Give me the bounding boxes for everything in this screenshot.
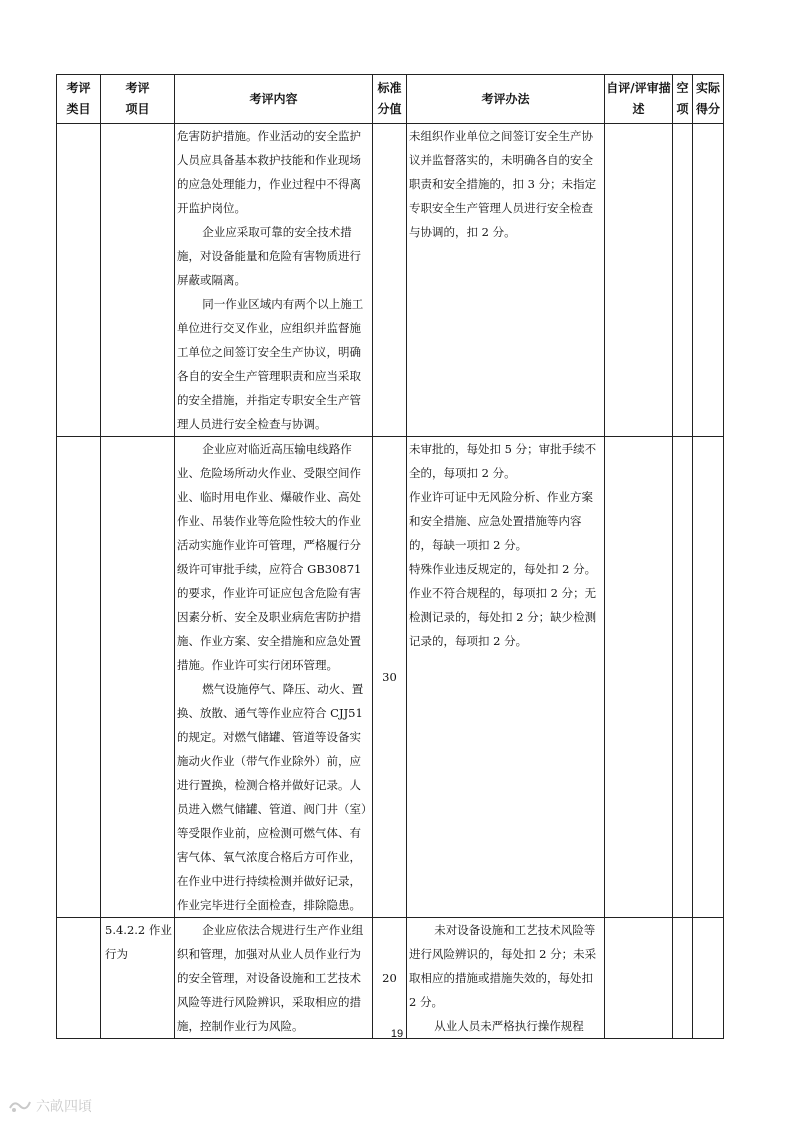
self-review-cell: [605, 124, 673, 437]
item-cell: [101, 124, 175, 437]
assessment-table-container: [56, 74, 723, 1039]
content-paragraph: 燃气设施停气、降压、动火、置换、放散、通气等作业应符合 CJJ51 的规定。对燃气储罐、管道等设备实施动火作业（带气作业除外）前，应进行置换，检测合格并做好记录。人员进入燃气储罐、管道、阀门井（室）等受限作业前，应检测可燃气体、有害气体、氧气浓度合格后方可作业，在作业中进行持续检测并做好记录，作业完毕进行全面检查，排除隐患。: [177, 682, 367, 912]
table-row: [57, 918, 724, 1039]
table-row: [57, 437, 724, 918]
content-cell: [175, 124, 373, 437]
category-cell: [57, 124, 101, 437]
watermark-text: 六畝四頃: [36, 1099, 92, 1115]
score-cell: 20: [373, 918, 407, 1039]
method-cell: [407, 918, 605, 1039]
actual-score-cell: [693, 124, 724, 437]
content-paragraph: 危害防护措施。作业活动的安全监护人员应具备基本救护技能和作业现场的应急处理能力，作业过程中不得离开监护岗位。: [177, 129, 361, 215]
self-review-cell: [605, 437, 673, 918]
header-self-review: 自评/评审描 述: [605, 75, 673, 124]
method-paragraph: 作业许可证中无风险分析、作业方案和安全措施、应急处置措施等内容的，每缺一项扣 2 分。: [409, 490, 593, 552]
watermark: [8, 1096, 92, 1116]
watermark-logo-icon: [8, 1098, 32, 1114]
header-actual-score: 实际 得分: [693, 75, 724, 124]
header-content: 考评内容: [175, 75, 373, 124]
content-paragraph: 企业应采取可靠的安全技术措施，对设备能量和危险有害物质进行屏蔽或隔离。: [177, 225, 361, 287]
item-cell: 5.4.2.2 作业行为: [101, 918, 175, 1039]
content-paragraph: 企业应对临近高压输电线路作业、危险场所动火作业、受限空间作业、临时用电作业、爆破作业、高处作业、吊装作业等危险性较大的作业活动实施作业许可管理，严格履行分级许可审批手续，应符合 GB30871 的要求，作业许可证应包含危险有害因素分析、安全及职业病危害防护措施、作业方案、安全措施和应急处置措施。作业许可实行闭环管理。: [177, 442, 362, 672]
method-cell: [407, 437, 605, 918]
method-paragraph: 未审批的，每处扣 5 分；审批手续不全的，每项扣 2 分。: [409, 442, 597, 480]
header-standard-score: 标准 分值: [373, 75, 407, 124]
header-item: 考评 项目: [101, 75, 175, 124]
assessment-table: [56, 74, 724, 1039]
method-paragraph: 未对设备设施和工艺技术风险等进行风险辨识的，每处扣 2 分；未采取相应的措施或措施失效的，每处扣 2 分。: [409, 923, 597, 1009]
actual-score-cell: [693, 918, 724, 1039]
method-cell: [407, 124, 605, 437]
content-paragraph: 企业应依法合规进行生产作业组织和管理，加强对从业人员作业行为的安全管理，对设备设施和工艺技术风险等进行风险辨识，采取相应的措施，控制作业行为风险。: [177, 923, 364, 1033]
item-cell: [101, 437, 175, 918]
score-cell: [373, 124, 407, 437]
table-header-row: [57, 75, 724, 124]
category-cell: [57, 437, 101, 918]
method-paragraph: 特殊作业违反规定的，每处扣 2 分。: [409, 562, 597, 576]
score-cell: 30: [373, 437, 407, 918]
table-row: [57, 124, 724, 437]
content-cell: [175, 918, 373, 1039]
header-not-applicable: 空 项: [673, 75, 693, 124]
not-applicable-cell: [673, 124, 693, 437]
actual-score-cell: [693, 437, 724, 918]
header-category: 考评 类目: [57, 75, 101, 124]
content-paragraph: 同一作业区域内有两个以上施工单位进行交叉作业，应组织并监督施工单位之间签订安全生产协议，明确各自的安全生产管理职责和应当采取的安全措施，并指定专职安全生产管理人员进行安全检查与协调。: [177, 297, 364, 431]
not-applicable-cell: [673, 437, 693, 918]
method-paragraph: 未组织作业单位之间签订安全生产协议并监督落实的，未明确各自的安全职责和安全措施的，扣 3 分；未指定专职安全生产管理人员进行安全检查与协调的，扣 2 分。: [409, 129, 597, 239]
page-number: 19: [390, 1028, 404, 1040]
not-applicable-cell: [673, 918, 693, 1039]
category-cell: [57, 918, 101, 1039]
method-paragraph: 作业不符合规程的，每项扣 2 分；无检测记录的，每处扣 2 分；缺少检测记录的，每项扣 2 分。: [409, 586, 597, 648]
method-paragraph: 从业人员未严格执行操作规程: [434, 1019, 584, 1033]
content-cell: [175, 437, 373, 918]
header-method: 考评办法: [407, 75, 605, 124]
self-review-cell: [605, 918, 673, 1039]
